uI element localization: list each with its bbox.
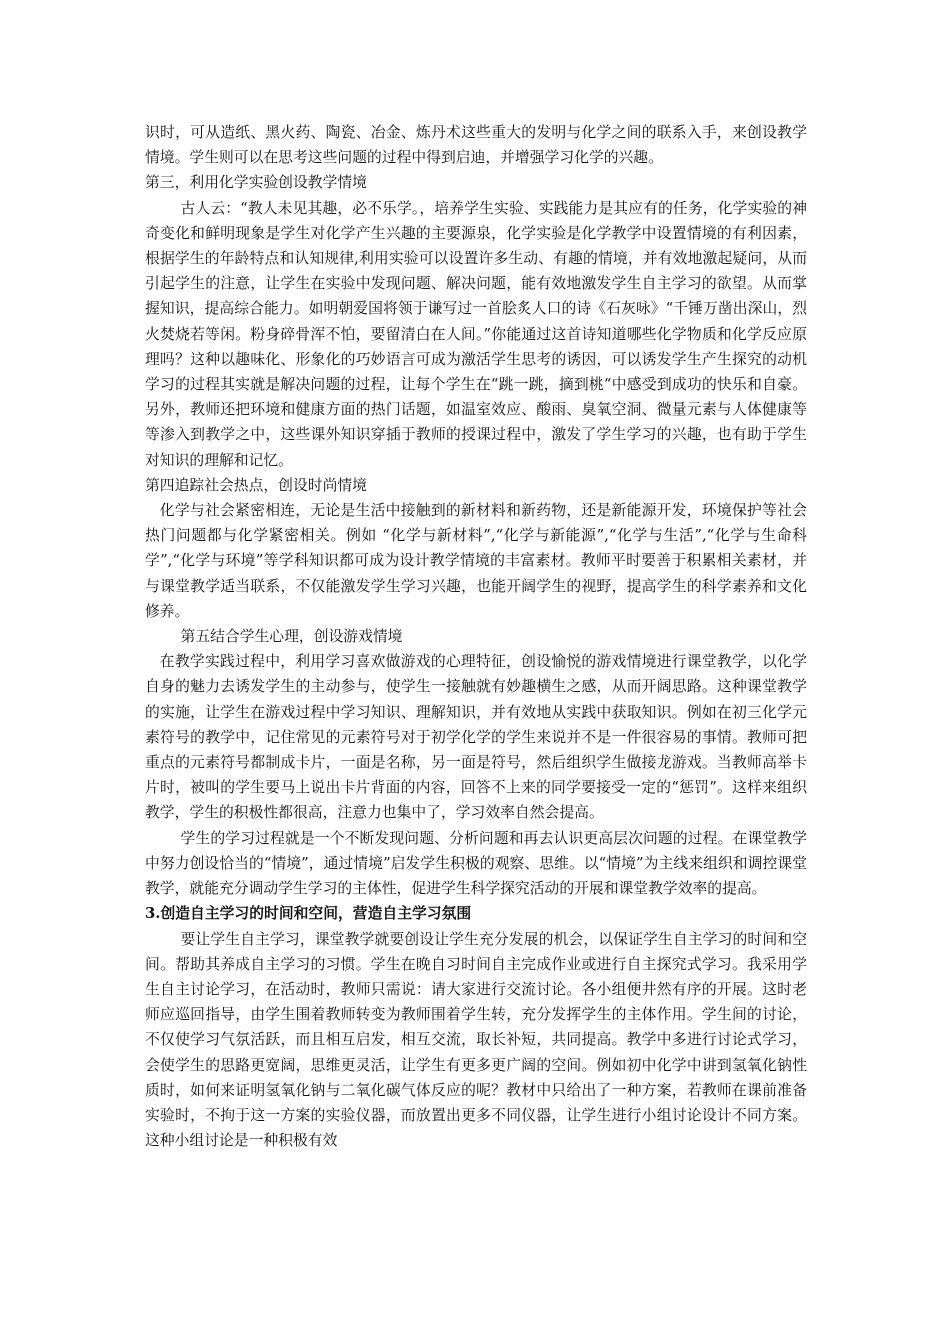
- paragraph-autonomous-learning: 要让学生自主学习，课堂教学就要创设让学生充分发展的机会，以保证学生自主学习的时间和空间。帮助其养成自主学习的习惯。学生在晚自习时间自主完成作业或进行自主探究式学习。我采用学生自主讨论学习，在活动时，教师只需说：请大家进行交流讨论。各小组便井然有序的开展。这时老师应巡回指导，由学生围着教师转变为教师围着学生转，充分发挥学生的主体作用。学生间的讨论，不仅使学习气氛活跃，而且相互启发，相互交流，取长补短，共同提高。教学中多进行讨论式学习，会使学生的思路更宽阔，思维更灵活，让学生有更多更广阔的空间。例如初中化学中讲到氢氧化钠性质时，如何来证明氢氧化钠与二氧化碳气体反应的呢？教材中只给出了一种方案，若教师在课前准备实验时，不拘于这一方案的实验仪器，而放置出更多不同仪器，让学生进行小组讨论设计不同方案。这种小组讨论是一种积极有效: [145, 930, 807, 1150]
- section-heading-3: 3.创造自主学习的时间和空间，营造自主学习氛围: [145, 905, 472, 923]
- paragraph-learning-process: 学生的学习过程就是一个不断发现问题、分析问题和再去认识更高层次问题的过程。在课堂教学中努力创设恰当的“情境”，通过情境”启发学生积极的观察、思维。以“情境”为主线来组织和调控课堂教学，就能充分调动学生学习的主体性，促进学生科学探究活动的开展和课堂教学效率的提高。: [145, 829, 807, 898]
- section-heading-fourth: 第四追踪社会热点，创设时尚情境: [145, 476, 367, 494]
- section-heading-fifth: 第五结合学生心理，创设游戏情境: [180, 628, 403, 646]
- paragraph-game-situation: 在教学实践过程中，利用学习喜欢做游戏的心理特征，创设愉悦的游戏情境进行课堂教学，以化学自身的魅力去诱发学生的主动参与，使学生一接触就有妙趣横生之感，从而开阔思路。这种课堂教学的实施，让学生在游戏过程中学习知识、理解知识，并有效地从实践中获取知识。例如在初三化学元素符号的教学中，记住常见的元素符号对于初学化学的学生来说并不是一件很容易的事情。教师可把重点的元素符号都制成卡片，一面是名称，另一面是符号，然后组织学生做接龙游戏。当教师高举卡片时，被叫的学生要马上说出卡片背面的内容，回答不上来的同学要接受一定的“惩罚”。这样来组织教学，学生的积极性都很高，注意力也集中了，学习效率自然会提高。: [145, 653, 807, 822]
- section-heading-third: 第三，利用化学实验创设教学情境: [145, 174, 367, 192]
- paragraph-continuation: 识时，可从造纸、黑火药、陶瓷、冶金、炼丹术这些重大的发明与化学之间的联系入手，来创设教学情境。学生则可以在思考这些问题的过程中得到启迪，并增强学习化学的兴趣。: [145, 124, 807, 167]
- paragraph-social-hotspots: 化学与社会紧密相连，无论是生活中接触到的新材料和新药物，还是新能源开发，环境保护等社会热门问题都与化学紧密相关。例如 “化学与新材料”,“化学与新能源”,“化学与生活”,“化学与生命科学”,“化学与环境”等学科知识都可成为设计教学情境的丰富素材。教师平时要善于积累相关素材，并与课堂教学适当联系，不仅能激发学生学习兴趣，也能开阔学生的视野，提高学生的科学素养和文化修养。: [145, 502, 807, 620]
- document-body: [145, 120, 807, 1153]
- paragraph-experiment: 古人云：“教人未见其趣，必不乐学。，培养学生实验、实践能力是其应有的任务，化学实验的神奇变化和鲜明现象是学生对化学产生兴趣的主要源泉，化学实验是化学教学中设置情境的有利因素，根据学生的年龄特点和认知规律,利用实验可以设置许多生动、有趣的情境，并有效地激起疑问，从而引起学生的注意，让学生在实验中发现问题、解决问题，能有效地激发学生自主学习的欲望。从而掌握知识，提高综合能力。如明朝爱国将领于谦写过一首脍炙人口的诗《石灰咏》“千锤万凿出深山，烈火焚烧若等闲。粉身碎骨浑不怕，要留清白在人间。”你能通过这首诗知道哪些化学物质和化学反应原理吗？这种以趣味化、形象化的巧妙语言可成为激活学生思考的诱因，可以诱发学生产生探究的动机学习的过程其实就是解决问题的过程，让每个学生在“跳一跳，摘到桃“中感受到成功的快乐和自豪。另外，教师还把环境和健康方面的热门话题，如温室效应、酸雨、臭氧空洞、微量元素与人体健康等等渗入到教学之中，这些课外知识穿插于教师的授课过程中，激发了学生学习的兴趣，也有助于学生对知识的理解和记忆。: [145, 199, 807, 469]
